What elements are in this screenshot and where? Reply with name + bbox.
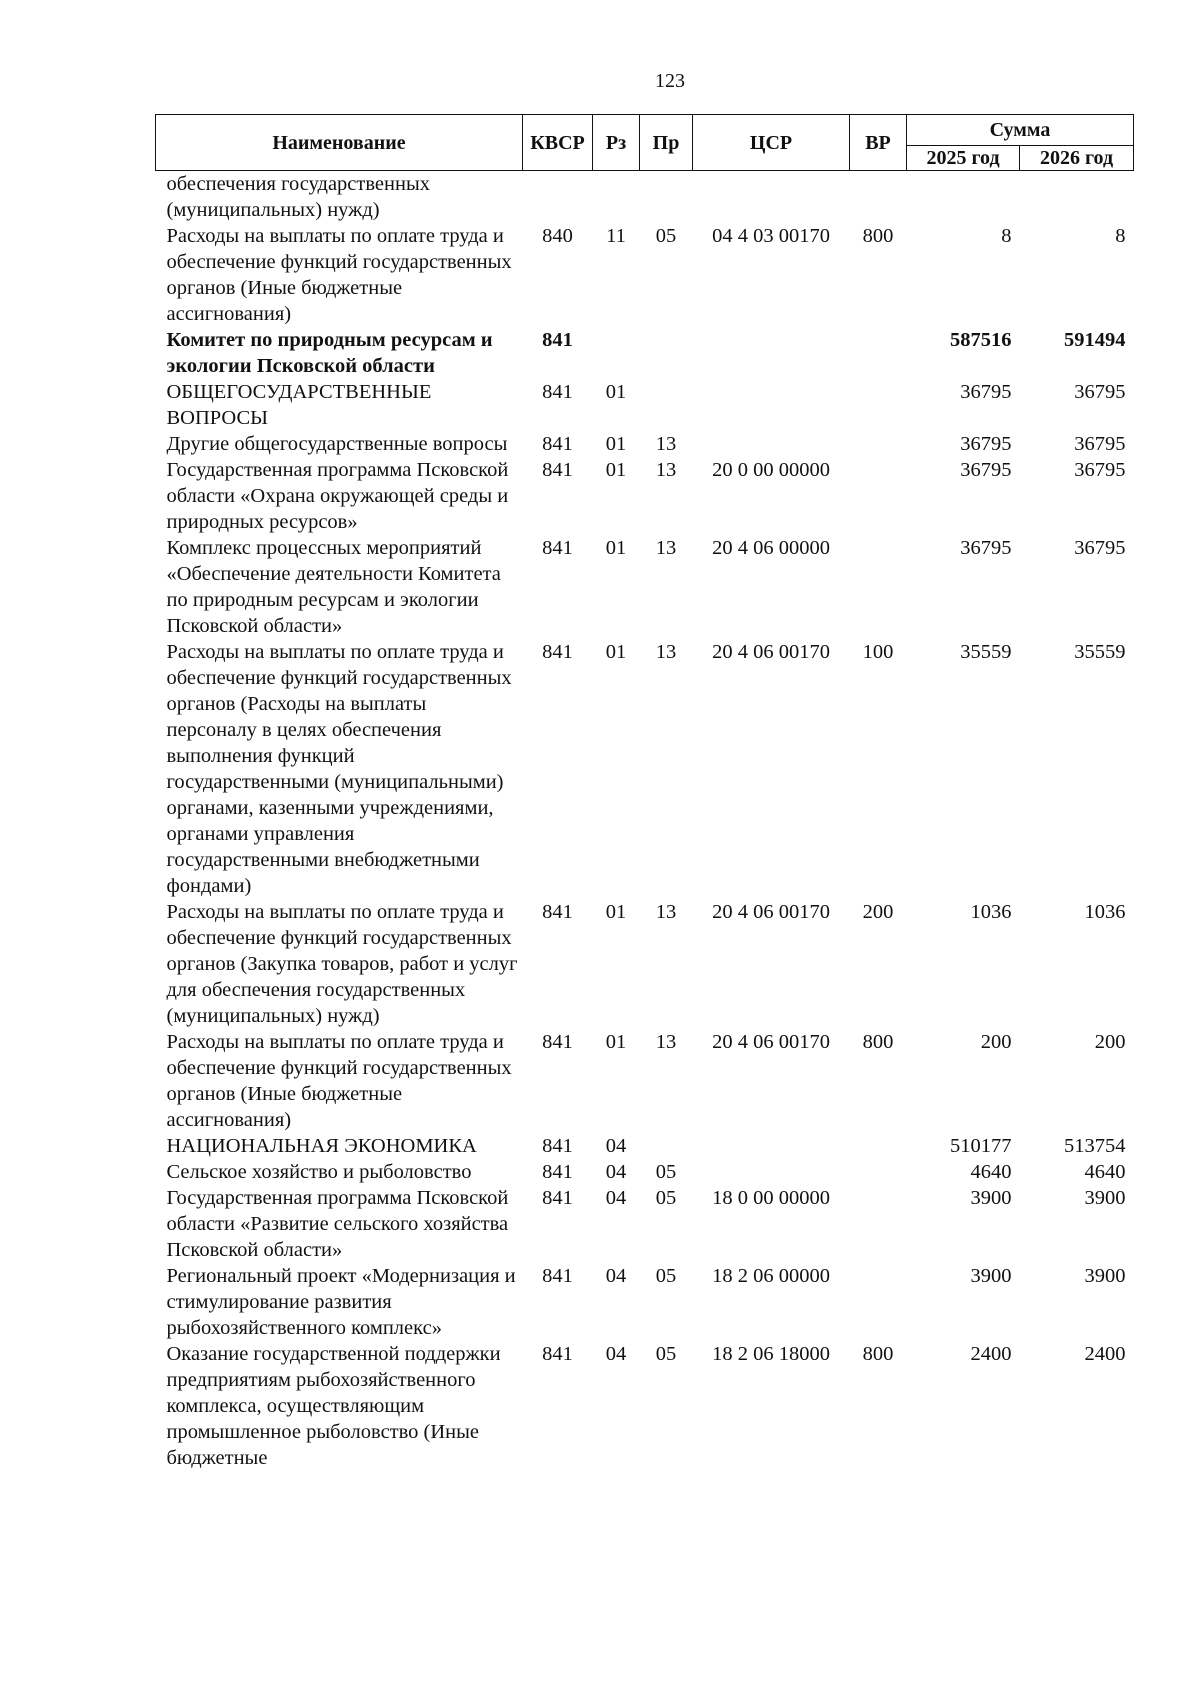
- row-sum-2025: 36795: [960, 459, 1012, 481]
- row-vr: 800: [862, 1343, 894, 1365]
- row-pr: 05: [655, 225, 677, 247]
- row-vr: [850, 379, 907, 431]
- table-row: [156, 1133, 1134, 1159]
- row-sum-2026: 36795: [1074, 381, 1126, 403]
- row-pr: 13: [655, 433, 677, 455]
- row-kvsr: 841: [542, 1187, 573, 1209]
- row-rz: 01: [605, 433, 627, 455]
- row-sum-2025: 587516: [950, 329, 1012, 351]
- row-kvsr: 841: [542, 1161, 573, 1183]
- row-sum-2026: 8: [1115, 225, 1126, 247]
- page-number: 123: [655, 70, 685, 92]
- row-name: Комитет по природным ресурсам и экологии Псковской области: [166, 329, 493, 377]
- row-vr: [850, 535, 907, 639]
- header-sum: Сумма: [907, 115, 1134, 146]
- row-vr: 100: [862, 641, 894, 663]
- row-sum-2025: 510177: [950, 1135, 1012, 1157]
- row-rz: 01: [605, 459, 627, 481]
- row-vr: [850, 327, 907, 379]
- row-sum-2026: 591494: [1064, 329, 1126, 351]
- row-sum-2026: 2400: [1084, 1343, 1126, 1365]
- header-kvsr: КВСР: [523, 115, 593, 171]
- table-row: [156, 535, 1134, 639]
- header-name: Наименование: [156, 115, 523, 171]
- row-name: Региональный проект «Модернизация и стимулирование развития рыбохозяйственного комплекс»: [166, 1265, 516, 1339]
- row-sum-2025: [907, 171, 1020, 224]
- row-csr: 20 4 06 00170: [712, 901, 830, 923]
- row-sum-2025: 3900: [970, 1187, 1012, 1209]
- row-sum-2025: 2400: [970, 1343, 1012, 1365]
- row-kvsr: 841: [542, 459, 573, 481]
- row-sum-2026: 36795: [1074, 433, 1126, 455]
- table-row: [156, 899, 1134, 1029]
- row-vr: 200: [862, 901, 894, 923]
- row-pr: 05: [655, 1161, 677, 1183]
- row-name: Государственная программа Псковской области «Развитие сельского хозяйства Псковской области»: [166, 1187, 509, 1261]
- row-csr: 20 4 06 00170: [712, 1031, 830, 1053]
- table-row: [156, 1341, 1134, 1471]
- row-sum-2026: 35559: [1074, 641, 1126, 663]
- table-header: [156, 115, 1134, 171]
- row-vr: [850, 457, 907, 535]
- row-sum-2026: 36795: [1074, 459, 1126, 481]
- header-pr: Пр: [640, 115, 693, 171]
- row-vr: [850, 1263, 907, 1341]
- header-vr: ВР: [850, 115, 907, 171]
- row-rz: 04: [605, 1161, 627, 1183]
- row-rz: [593, 327, 640, 379]
- budget-table: [155, 114, 1134, 1471]
- table-row: [156, 171, 1134, 224]
- row-kvsr: 841: [542, 1343, 573, 1365]
- row-kvsr: 841: [542, 1135, 573, 1157]
- row-kvsr: [523, 171, 593, 224]
- row-csr: 20 4 06 00170: [712, 641, 830, 663]
- row-csr: [693, 379, 850, 431]
- row-csr: [693, 171, 850, 224]
- row-pr: 05: [655, 1265, 677, 1287]
- header-year-2026: 2026 год: [1020, 146, 1134, 171]
- row-name: ОБЩЕГОСУДАРСТВЕННЫЕ ВОПРОСЫ: [166, 381, 432, 429]
- table-row: [156, 327, 1134, 379]
- row-name: обеспечения государственных (муниципальных) нужд): [166, 173, 430, 221]
- row-csr: [693, 1159, 850, 1185]
- row-csr: 18 2 06 00000: [712, 1265, 830, 1287]
- table-row: [156, 1029, 1134, 1133]
- header-year-2025: 2025 год: [907, 146, 1020, 171]
- row-rz: 01: [605, 381, 627, 403]
- row-pr: 13: [655, 537, 677, 559]
- row-name: Государственная программа Псковской области «Охрана окружающей среды и природных ресурсов»: [166, 459, 509, 533]
- row-csr: 18 0 00 00000: [712, 1187, 830, 1209]
- row-pr: 13: [655, 459, 677, 481]
- row-sum-2025: 4640: [970, 1161, 1012, 1183]
- row-vr: 800: [862, 225, 894, 247]
- row-name: Сельское хозяйство и рыболовство: [166, 1161, 472, 1183]
- row-kvsr: 841: [542, 1265, 573, 1287]
- row-csr: [693, 1133, 850, 1159]
- row-csr: 20 0 00 00000: [712, 459, 830, 481]
- row-kvsr: 841: [542, 537, 573, 559]
- row-sum-2026: 36795: [1074, 537, 1126, 559]
- row-sum-2025: 36795: [960, 537, 1012, 559]
- row-sum-2026: [1020, 171, 1134, 224]
- header-csr: ЦСР: [693, 115, 850, 171]
- row-sum-2025: 36795: [960, 381, 1012, 403]
- row-rz: 04: [605, 1265, 627, 1287]
- row-name: Оказание государственной поддержки предприятиям рыбохозяйственного комплекса, осуществляющим промышленное рыболовство (Иные бюджетные: [166, 1343, 501, 1469]
- table-body: [156, 171, 1134, 1472]
- row-kvsr: 841: [542, 901, 573, 923]
- row-rz: 04: [605, 1187, 627, 1209]
- row-csr: 20 4 06 00000: [712, 537, 830, 559]
- row-rz: 01: [605, 1031, 627, 1053]
- row-csr: [693, 327, 850, 379]
- row-kvsr: 841: [542, 433, 573, 455]
- row-name: Расходы на выплаты по оплате труда и обеспечение функций государственных органов (Расходы на выплаты персоналу в целях обеспечения выполнения функций государственными (муниципальными) органами, казенными учреждениями, органами управления государственными внебюджетными фондами): [166, 641, 512, 897]
- row-rz: 01: [605, 537, 627, 559]
- table-row: [156, 1185, 1134, 1263]
- row-csr: [693, 431, 850, 457]
- table-row: [156, 379, 1134, 431]
- row-sum-2026: 3900: [1084, 1187, 1126, 1209]
- table-row: [156, 431, 1134, 457]
- row-name: Комплекс процессных мероприятий «Обеспечение деятельности Комитета по природным ресурсам и экологии Псковской области»: [166, 537, 501, 637]
- table-row: [156, 1263, 1134, 1341]
- row-pr: 13: [655, 901, 677, 923]
- row-rz: 01: [605, 901, 627, 923]
- table-row: [156, 1159, 1134, 1185]
- row-vr: [850, 1185, 907, 1263]
- row-sum-2026: 4640: [1084, 1161, 1126, 1183]
- row-name: Расходы на выплаты по оплате труда и обеспечение функций государственных органов (Закупка товаров, работ и услуг для обеспечения государственных (муниципальных) нужд): [166, 901, 518, 1027]
- row-pr: 13: [655, 641, 677, 663]
- row-pr: 13: [655, 1031, 677, 1053]
- row-rz: 11: [606, 225, 626, 247]
- table-row: [156, 223, 1134, 327]
- row-sum-2025: 35559: [960, 641, 1012, 663]
- row-kvsr: 841: [542, 641, 573, 663]
- row-name: Другие общегосударственные вопросы: [166, 433, 508, 455]
- table-row: [156, 639, 1134, 899]
- row-rz: 04: [605, 1135, 627, 1157]
- row-vr: [850, 1159, 907, 1185]
- row-kvsr: 841: [542, 381, 573, 403]
- row-vr: 800: [862, 1031, 894, 1053]
- header-rz: Рз: [593, 115, 640, 171]
- row-sum-2026: 1036: [1084, 901, 1126, 923]
- row-kvsr: 840: [542, 225, 573, 247]
- row-pr: [640, 379, 693, 431]
- row-rz: [593, 171, 640, 224]
- row-kvsr: 841: [542, 329, 573, 351]
- row-rz: 04: [605, 1343, 627, 1365]
- row-name: Расходы на выплаты по оплате труда и обеспечение функций государственных органов (Иные бюджетные ассигнования): [166, 1031, 512, 1131]
- row-pr: [640, 327, 693, 379]
- row-name: Расходы на выплаты по оплате труда и обеспечение функций государственных органов (Иные бюджетные ассигнования): [166, 225, 512, 325]
- row-sum-2026: 200: [1094, 1031, 1126, 1053]
- row-csr: 04 4 03 00170: [712, 225, 830, 247]
- row-sum-2025: 1036: [970, 901, 1012, 923]
- row-pr: [640, 171, 693, 224]
- row-rz: 01: [605, 641, 627, 663]
- row-pr: 05: [655, 1187, 677, 1209]
- row-name: НАЦИОНАЛЬНАЯ ЭКОНОМИКА: [166, 1135, 477, 1157]
- row-sum-2025: 3900: [970, 1265, 1012, 1287]
- row-sum-2026: 3900: [1084, 1265, 1126, 1287]
- row-vr: [850, 431, 907, 457]
- row-pr: 05: [655, 1343, 677, 1365]
- row-pr: [640, 1133, 693, 1159]
- row-sum-2025: 200: [980, 1031, 1012, 1053]
- row-sum-2025: 8: [1001, 225, 1012, 247]
- row-sum-2026: 513754: [1064, 1135, 1126, 1157]
- table-row: [156, 457, 1134, 535]
- row-sum-2025: 36795: [960, 433, 1012, 455]
- budget-table-container: [155, 114, 1133, 1471]
- row-csr: 18 2 06 18000: [712, 1343, 830, 1365]
- row-kvsr: 841: [542, 1031, 573, 1053]
- row-vr: [850, 1133, 907, 1159]
- row-vr: [850, 171, 907, 224]
